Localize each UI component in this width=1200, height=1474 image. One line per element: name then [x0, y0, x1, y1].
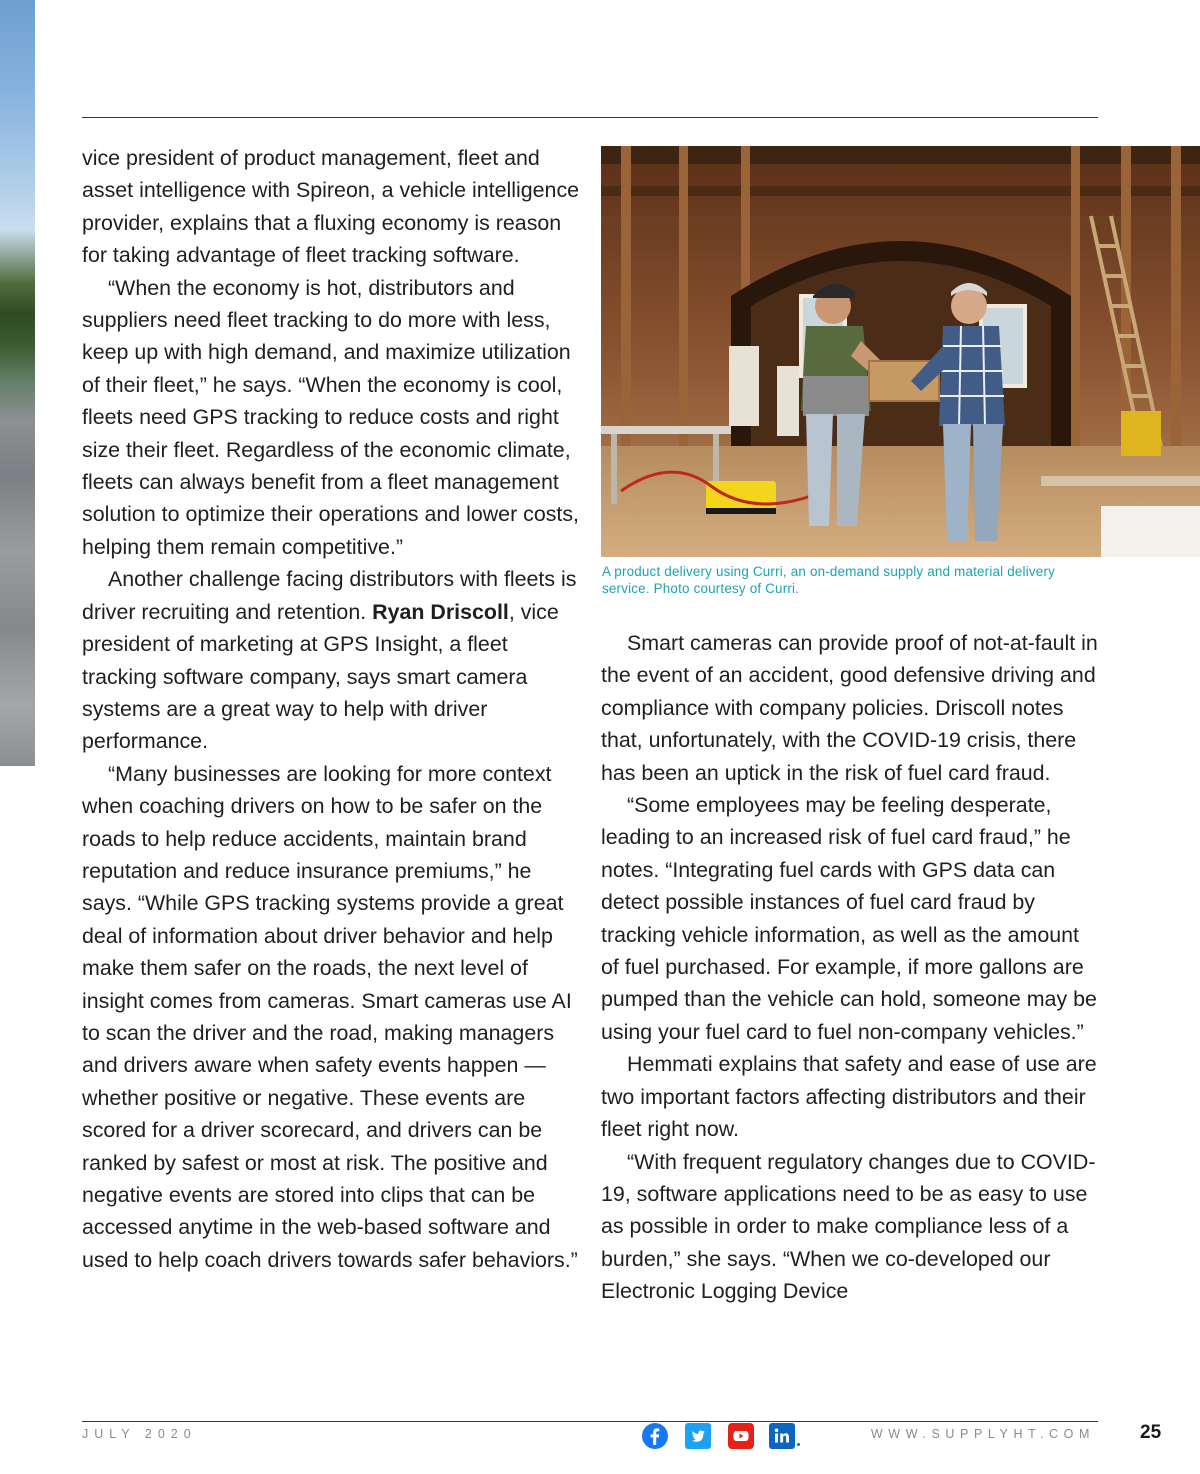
page-number: 25	[1140, 1422, 1162, 1443]
linkedin-mark-dot	[797, 1443, 800, 1446]
article-right-column	[601, 627, 1101, 1308]
person-name: Ryan Driscoll	[372, 599, 509, 624]
paragraph-text: Another challenge facing distributors with fleets is driver recruiting and retention.	[82, 567, 577, 624]
twitter-icon[interactable]	[685, 1423, 711, 1449]
linkedin-glyph	[769, 1423, 795, 1449]
linkedin-icon[interactable]	[769, 1423, 795, 1449]
paragraph-text: , vice president of marketing at GPS Insight, a fleet tracking software company, says smart camera systems are a great way to help with driver performance.	[82, 599, 559, 754]
article-left-column	[82, 142, 582, 1276]
facing-page-photo-edge	[0, 0, 35, 766]
twitter-glyph	[685, 1423, 711, 1449]
article-photo	[601, 146, 1200, 557]
paragraph: Hemmati explains that safety and ease of use are two important factors affecting distributors and their fleet right now.	[601, 1052, 1097, 1142]
top-rule	[82, 117, 1098, 118]
youtube-glyph	[728, 1423, 754, 1449]
facebook-glyph	[642, 1423, 668, 1449]
paragraph: “With frequent regulatory changes due to COVID-19, software applications need to be as easy to use as possible in order to make compliance less of a burden,” she says. “When we co-developed our Electronic Logging Device	[601, 1149, 1096, 1304]
paragraph: “When the economy is hot, distributors and suppliers need fleet tracking to do more with less, keep up with high demand, and maximize utilization of their fleet,” he says. “When the economy is cool, fleets need GPS tracking to reduce costs and right size their fleet. Regardless of the economic climate, fleets can always benefit from a fleet management solution to optimize their operations and lower costs, helping them remain competitive.”	[82, 275, 579, 559]
bottom-rule	[82, 1421, 1098, 1422]
paragraph	[82, 563, 582, 757]
paragraph: vice president of product management, fleet and asset intelligence with Spireon, a vehicle intelligence provider, explains that a fluxing economy is reason for taking advantage of fleet tracking software.	[82, 146, 580, 268]
paragraph: “Some employees may be feeling desperate, leading to an increased risk of fuel card fraud,” he notes. “Integrating fuel cards with GPS data can detect possible instances of fuel card fraud by tracking vehicle information, as well as the amount of fuel purchased. For example, if more gallons are pumped than the vehicle can hold, someone may be using your fuel card to fuel non-company vehicles.”	[601, 793, 1097, 1044]
issue-date: JULY 2020	[82, 1427, 197, 1441]
website-url[interactable]: WWW.SUPPLYHT.COM	[870, 1427, 1095, 1441]
paragraph: “Many businesses are looking for more context when coaching drivers on how to be safer on the roads to help reduce accidents, maintain brand reputation and reduce insurance premiums,” he says. “While GPS tracking systems provide a great deal of information about driver behavior and help make them safer on the roads, the next level of insight comes from cameras. Smart cameras use AI to scan the driver and the road, making managers and drivers aware when safety events happen — whether positive or negative. These events are scored for a driver scorecard, and drivers can be ranked by safest or most at risk. The positive and negative events are stored into clips that can be accessed anytime in the web-based software and used to help coach drivers towards safer behaviors.”	[82, 761, 578, 1272]
youtube-icon[interactable]	[728, 1423, 754, 1449]
photo-caption: A product delivery using Curri, an on-demand supply and material delivery service. Photo courtesy of Curri.	[602, 564, 1055, 596]
paragraph: Smart cameras can provide proof of not-at-fault in the event of an accident, good defensive driving and compliance with company policies. Driscoll notes that, unfortunately, with the COVID-19 crisis, there has been an uptick in the risk of fuel card fraud.	[601, 631, 1098, 785]
facebook-icon[interactable]	[642, 1423, 668, 1449]
delivery-photo-illustration	[601, 146, 1200, 557]
